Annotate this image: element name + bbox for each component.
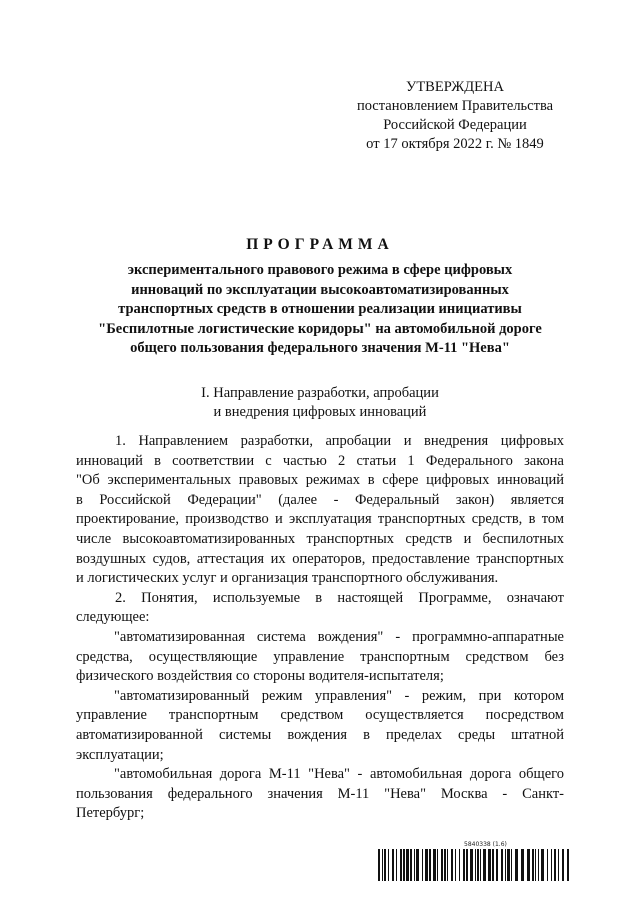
body-line: 2. Понятия, используемые в настоящей Программе, означают: [115, 589, 564, 606]
document-title: ПРОГРАММА: [246, 236, 394, 253]
body-line: проектирование, производство и эксплуатация транспортных средств, в том: [76, 511, 564, 528]
subtitle-line: транспортных средств в отношении реализации инициативы: [118, 301, 522, 318]
body-line: физического воздействия со стороны водителя-испытателя;: [76, 668, 444, 685]
body-line: 1. Направлением разработки, апробации и внедрения цифровых: [115, 433, 564, 449]
barcode-code: 5840338 (1.6): [464, 841, 507, 848]
body-line: пользования федерального значения М-11 "Нева" Москва - Санкт-: [76, 785, 564, 802]
approval-stamp: [340, 78, 570, 154]
body-line: воздушных судов, аттестация их операторов, предоставление транспортных: [76, 550, 564, 567]
document-body: [76, 432, 564, 824]
approval-line: постановлением Правительства: [356, 98, 554, 114]
body-line: "автоматизированный режим управления" - режим, при котором: [114, 687, 564, 704]
body-line: управление транспортным средством осуществляется посредством: [76, 707, 564, 724]
body-line: "автомобильная дорога М-11 "Нева" - автомобильная дорога общего: [114, 766, 564, 783]
body-line: и логистических услуг и организация транспортного обслуживания.: [76, 570, 499, 587]
body-line: инноваций в соответствии с частью 2 статьи 1 Федерального закона: [76, 452, 564, 469]
subtitle-line: общего пользования федерального значения М-11 "Нева": [130, 340, 510, 357]
approval-line: от 17 октября 2022 г. № 1849: [366, 136, 544, 152]
barcode-image: [378, 849, 572, 881]
body-line: следующее:: [76, 609, 150, 626]
approval-line: Российской Федерации: [383, 117, 527, 133]
section-heading: [70, 384, 570, 422]
body-line: средства, осуществляющие управление транспортным средством без: [76, 648, 564, 665]
subtitle-line: инноваций по эксплуатации высокоавтоматизированных: [131, 281, 509, 298]
body-line: "автоматизированная система вождения" - программно-аппаратные: [114, 628, 564, 645]
body-line: числе высокоавтоматизированных транспортных средств и беспилотных: [76, 530, 564, 547]
section-heading-line: I. Направление разработки, апробации: [201, 385, 439, 401]
body-line: эксплуатации;: [76, 746, 164, 763]
approval-line: УТВЕРЖДЕНА: [406, 79, 504, 95]
subtitle-line: "Беспилотные логистические коридоры" на автомобильной дороге: [98, 320, 542, 337]
body-line: "Об экспериментальных правовых режимах в сфере цифровых инноваций: [76, 472, 564, 489]
document-subtitle: [70, 261, 570, 359]
subtitle-line: экспериментального правового режима в сфере цифровых: [127, 262, 513, 278]
body-line: в Российской Федерации" (далее - Федеральный закон) является: [76, 491, 564, 508]
body-line: Петербург;: [76, 805, 145, 822]
body-line: автоматизированной системы вождения в пределах среды штатной: [76, 726, 564, 743]
section-heading-line: и внедрения цифровых инноваций: [213, 404, 427, 420]
